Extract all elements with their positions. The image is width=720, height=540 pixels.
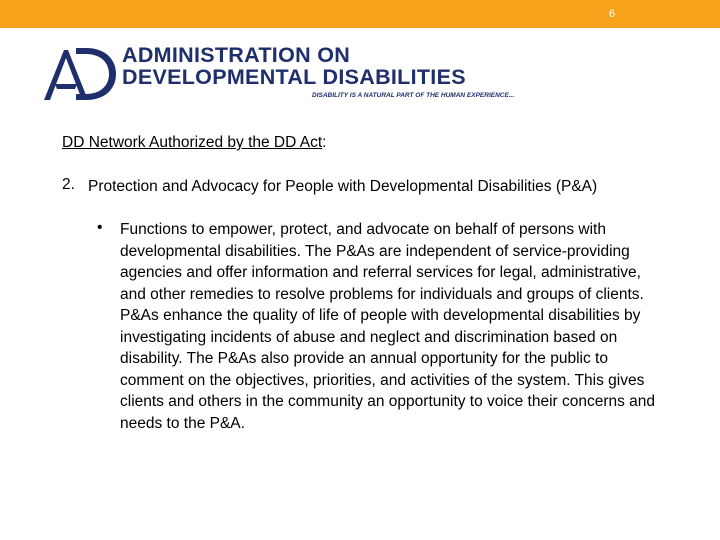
bullet-text: Functions to empower, protect, and advocate on behalf of persons with developmental disabilities. The P&As are independent of service-providing agencies and offer information and referral services for legal, administrative, and other remedies to resolve problems for individuals and groups of clients. P&As enhance the quality of life of people with developmental disabilities by investigating incidents of abuse and neglect and discrimination based on disability. The P&As also provide an annual opportunity for the public to comment on the objectives, priorities, and activities of the system. This gives clients and others in the community an opportunity to voice their concerns and needs to the P&A. bbox=[120, 221, 656, 432]
tagline: DISABILITY IS A NATURAL PART OF THE HUMAN EXPERIENCE... bbox=[312, 92, 515, 99]
org-name bbox=[122, 44, 466, 88]
item-title: Protection and Advocacy for People with Developmental Disabilities (P&A) bbox=[88, 178, 598, 195]
section-heading bbox=[62, 134, 326, 152]
org-name-line1: ADMINISTRATION ON bbox=[122, 43, 351, 67]
slide-number: 6 bbox=[608, 8, 616, 20]
item-number: 2. bbox=[62, 176, 75, 193]
add-logo-icon bbox=[40, 42, 118, 104]
header-bar bbox=[0, 0, 720, 28]
heading-colon: : bbox=[322, 134, 327, 151]
org-name-line2: DEVELOPMENTAL DISABILITIES bbox=[122, 65, 466, 89]
heading-text: DD Network Authorized by the DD Act bbox=[62, 134, 323, 151]
bullet-marker: • bbox=[97, 219, 103, 236]
